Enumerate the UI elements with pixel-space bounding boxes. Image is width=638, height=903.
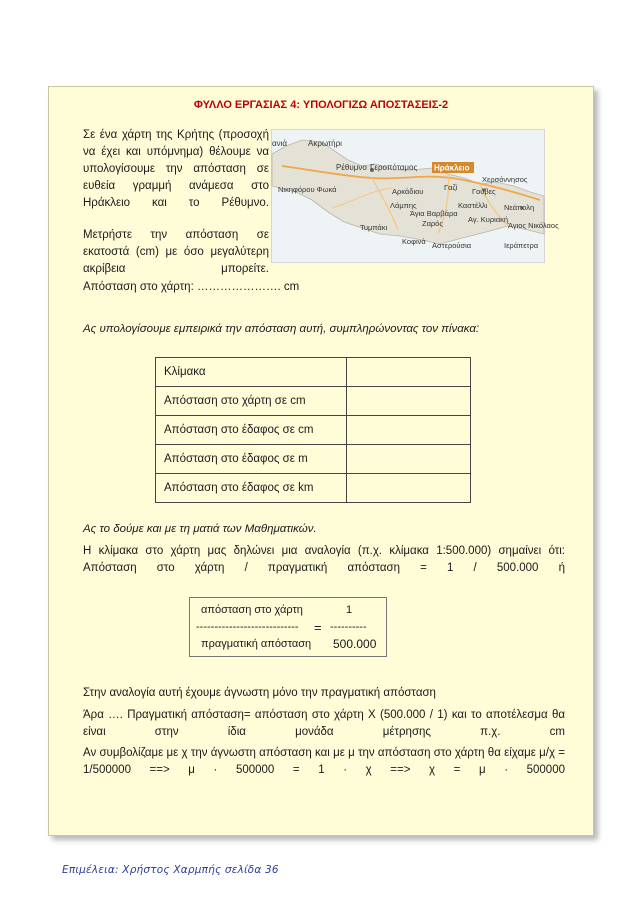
table-row	[156, 445, 471, 474]
so-paragraph	[83, 707, 565, 741]
proportion-equals: =	[314, 620, 322, 635]
symbol-paragraph	[83, 745, 565, 779]
proportion-numerator-value: 1	[346, 604, 353, 616]
intro-paragraph	[83, 127, 269, 212]
map-label-2: Ρέθυμνο	[336, 163, 367, 172]
map-label-6: Αρκάδιου	[392, 187, 424, 196]
proportion-denominator-label: πραγματική απόσταση	[201, 638, 312, 650]
map-label-7: Γαζί	[444, 183, 458, 192]
table-row	[156, 387, 471, 416]
map-label-3: Γεροπόταμος	[370, 163, 418, 172]
intro-text: Σε ένα χάρτη της Κρήτης (προσοχή να έχει και υπόμνημα) θέλουμε να υπολογίσουμε την απόσταση σε ευθεία γραμμή ανάμεσα στο Ηράκλειο και το Ρέθυμνο.	[83, 129, 269, 209]
map-label-17: Άγιος Νικόλαος	[508, 221, 559, 230]
map-label-16: Αγ. Κυριακή	[468, 215, 509, 224]
map-label-8: Γούβες	[472, 187, 496, 196]
table-row	[156, 416, 471, 445]
so-text: Άρα …. Πραγματική απόσταση= απόσταση στο χάρτη Χ (500.000 / 1) και το αποτέλεσμα θα είναι στην ίδια μονάδα μέτρησης π.χ. cm	[83, 709, 565, 738]
table-answer-cell[interactable]	[347, 416, 471, 445]
proportion-box	[189, 597, 387, 657]
table-row-label: Απόσταση στο έδαφος σε km	[156, 474, 347, 503]
crete-map	[271, 129, 559, 263]
table-answer-cell[interactable]	[347, 358, 471, 387]
worksheet-title: ΦΥΛΛΟ ΕΡΓΑΣΙΑΣ 4: ΥΠΟΛΟΓΙΖΩ ΑΠΟΣΤΑΣΕΙΣ-2	[193, 99, 449, 111]
map-label-5: Νικηφόρου Φωκά	[278, 185, 337, 194]
unknown-text: Στην αναλογία αυτή έχουμε άγνωστη μόνο την πραγματική απόσταση	[83, 687, 436, 699]
scale-explanation-text: Η κλίμακα στο χάρτη μας δηλώνει μια αναλογία (π.χ. κλίμακα 1:500.000) σημαίνει ότι: Απόσταση στο χάρτη / πραγματική απόσταση = 1 / 500.000 ή	[83, 545, 565, 574]
proportion-divider-left: ----------------------------	[196, 621, 299, 633]
table-answer-cell[interactable]	[347, 387, 471, 416]
map-label-12: Καστέλλι	[458, 201, 488, 210]
table-answer-cell[interactable]	[347, 474, 471, 503]
map-label-0: ανιά	[272, 139, 288, 148]
map-label-1: Ακρωτήρι	[308, 139, 342, 148]
proportion-numerator-label: απόσταση στο χάρτη	[201, 604, 303, 616]
map-label-15: Ζαρός	[422, 219, 443, 228]
table-row-label: Απόσταση στο έδαφος σε cm	[156, 416, 347, 445]
table-row-label: Απόσταση στο έδαφος σε m	[156, 445, 347, 474]
table-row	[156, 474, 471, 503]
table-row-label: Απόσταση στο χάρτη σε cm	[156, 387, 347, 416]
instruction-paragraph	[83, 227, 269, 278]
table-row	[156, 358, 471, 387]
proportion-denominator-value: 500.000	[333, 637, 377, 651]
map-label-18: Ιεράπετρα	[504, 241, 539, 250]
math-heading: Ας το δούμε και με τη ματιά των Μαθηματικών.	[83, 523, 317, 535]
empirical-intro: Ας υπολογίσουμε εμπειρικά την απόσταση αυτή, συμπληρώνοντας τον πίνακα:	[83, 323, 480, 335]
worksheet-page	[48, 86, 594, 836]
map-label-10: Λάμπης	[390, 201, 417, 210]
proportion-divider-right: ----------	[330, 621, 367, 633]
instruction-text: Μετρήστε την απόσταση σε εκατοστά (cm) με όσο μεγαλύτερη ακρίβεια μπορείτε.	[83, 229, 269, 275]
scale-table	[155, 357, 471, 503]
scale-explanation	[83, 543, 565, 577]
table-answer-cell[interactable]	[347, 445, 471, 474]
symbol-text: Αν συμβολίζαμε με χ την άγνωστη απόσταση και με μ την απόσταση στο χάρτη θα είχαμε μ/χ = 1/500000 ==> μ · 500000 = 1 · χ ==> χ = μ · 500000	[83, 747, 565, 776]
map-label-13: Νεάπολη	[504, 203, 535, 212]
map-label-20: Κοφινά	[402, 237, 426, 246]
map-label-11: Άγια Βαρβάρα	[410, 209, 458, 218]
crete-map-image	[272, 130, 559, 262]
page-footer: Επιμέλεια: Χρήστος Χαρμπής σελίδα 36	[62, 864, 279, 876]
table-row-label: Κλίμακα	[156, 358, 347, 387]
map-distance-line: Απόσταση στο χάρτη: …………………. cm	[83, 281, 300, 293]
map-label-9: Χερσόννησος	[482, 175, 528, 184]
map-label-19: Αστερούσια	[432, 241, 472, 250]
map-label-14: Τυμπάκι	[360, 223, 388, 232]
map-label-4: Ηράκλειο	[434, 163, 470, 173]
